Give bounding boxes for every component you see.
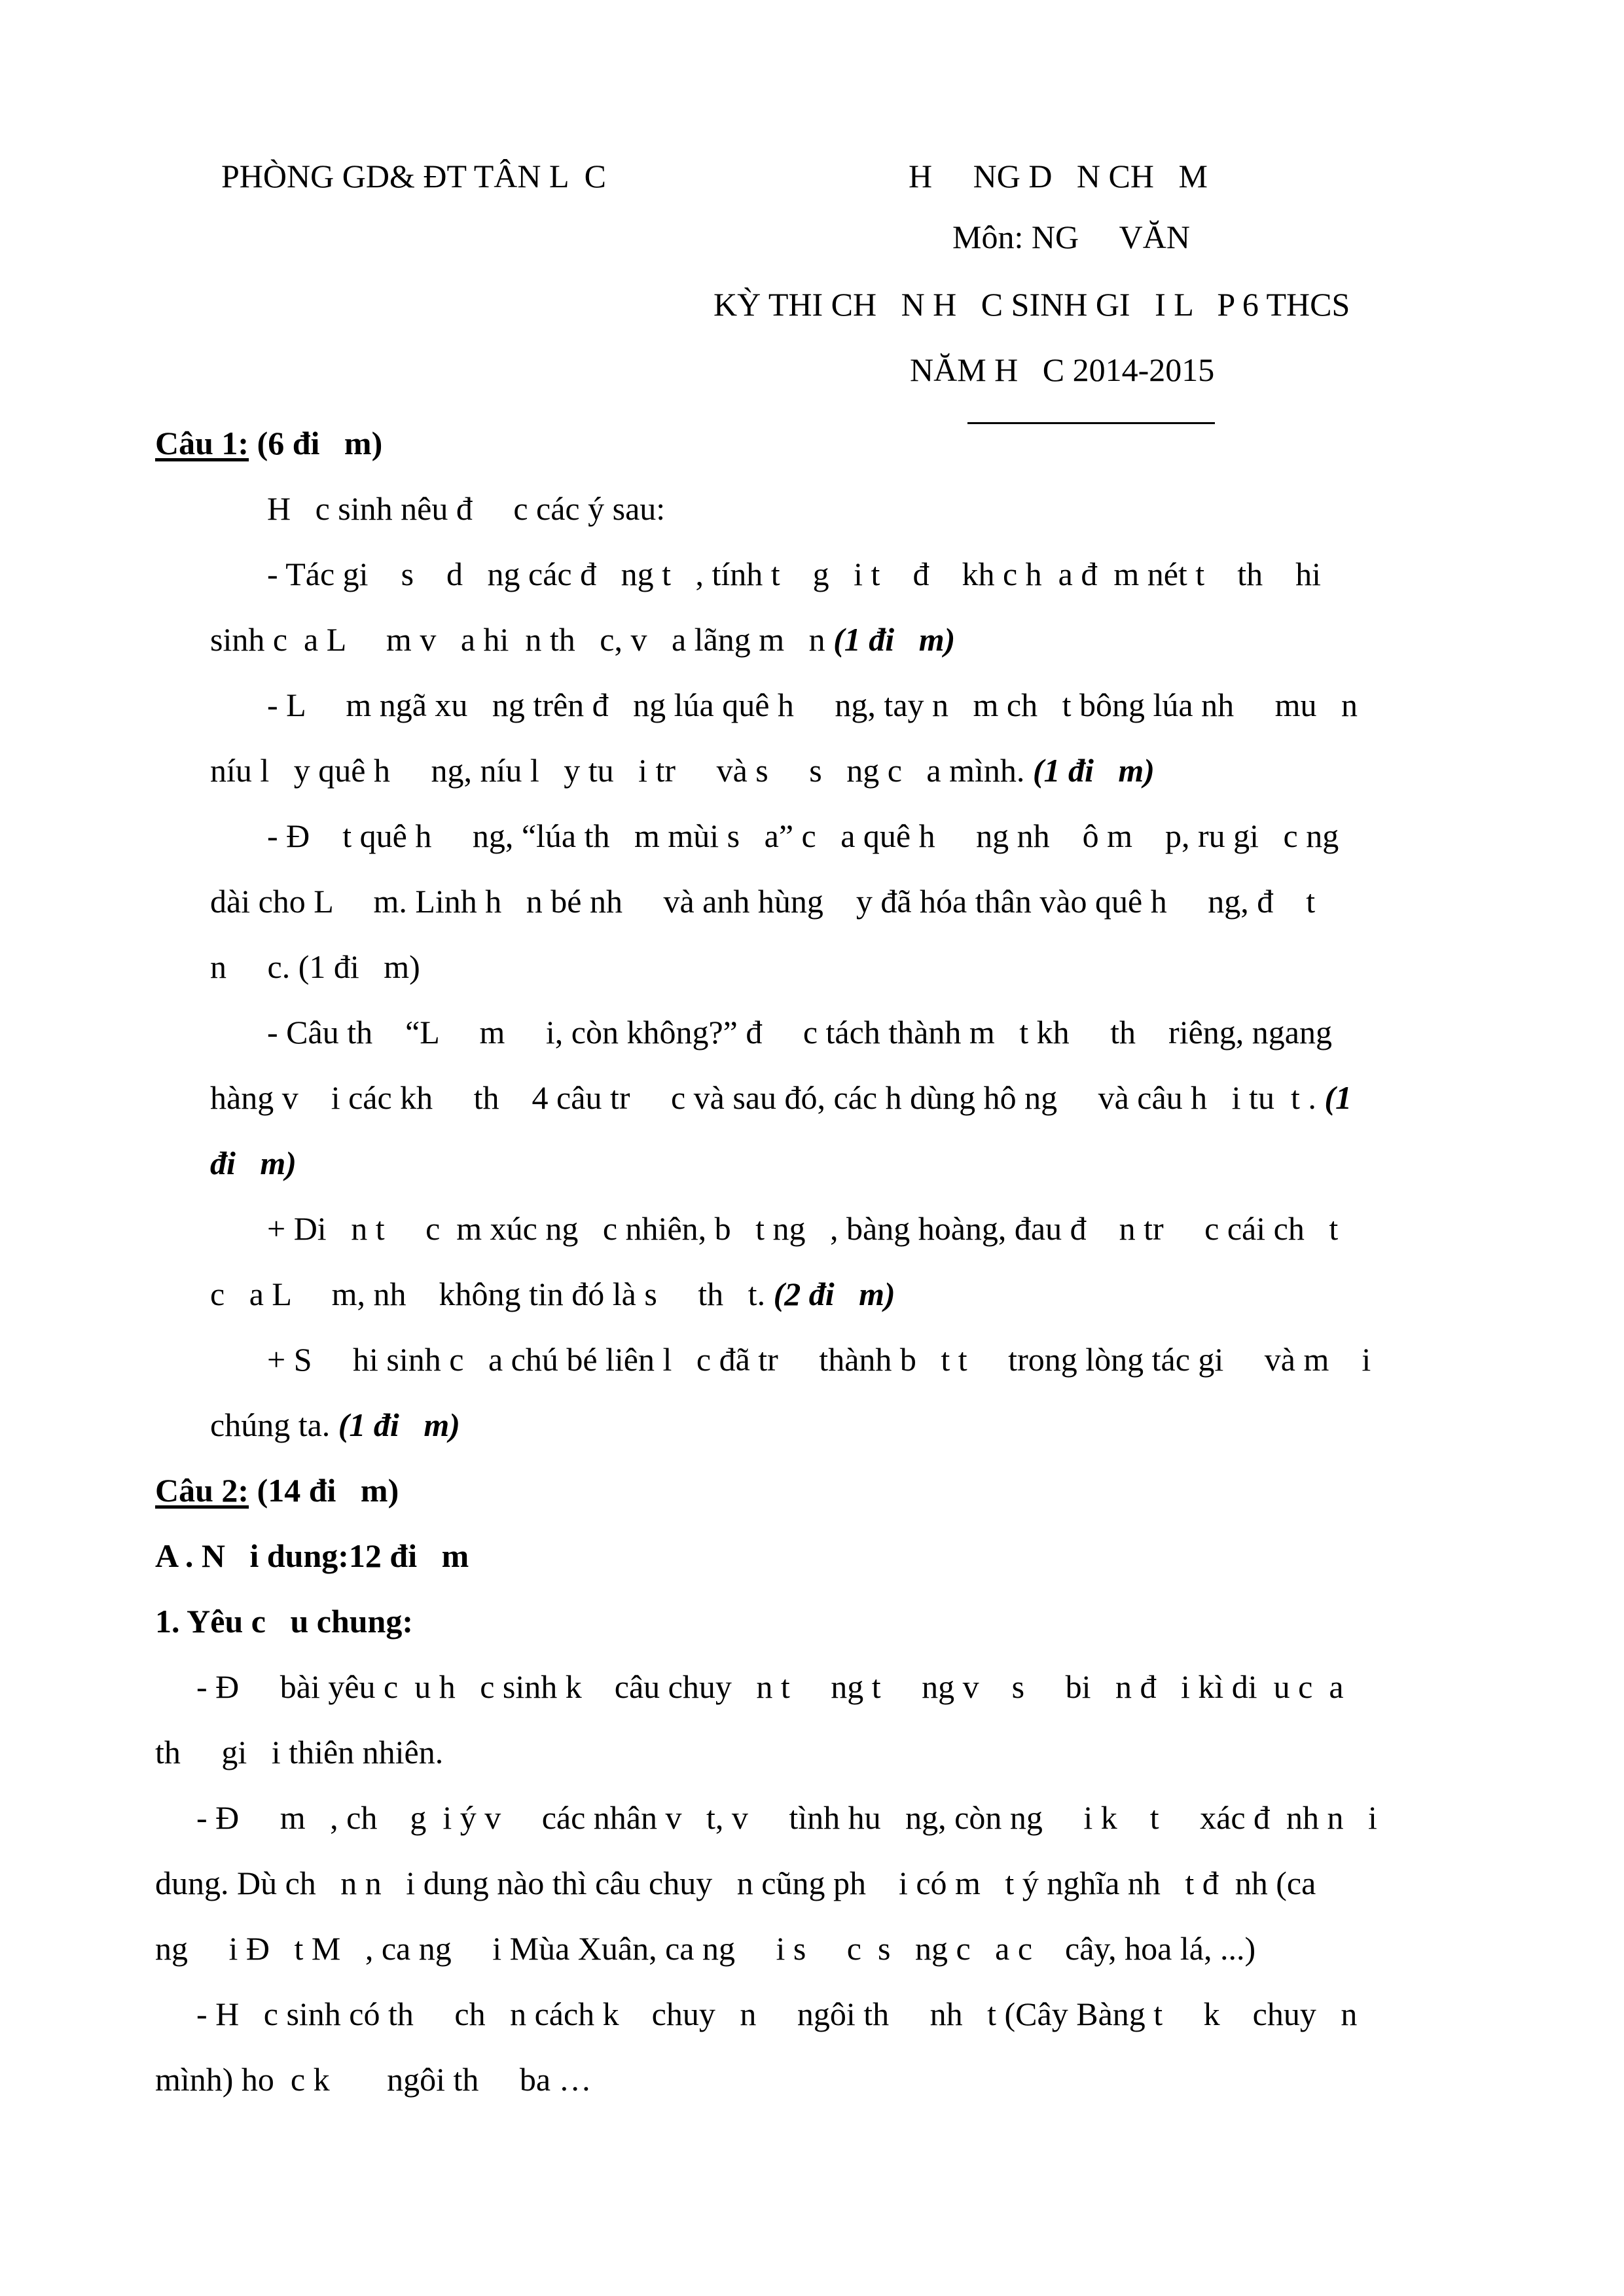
- document-title: H NG D N CH M: [909, 158, 1208, 194]
- q2-req-2-line-2: dung. Dù ch n n i dung nào thì câu chuy n cũng ph i có m t ý nghĩa nh t đ nh (ca: [155, 1865, 1316, 1901]
- q2-req-3-line-1: - H c sinh có th ch n cách k chuy n ngôi th nh t (Cây Bàng t k chuy n: [196, 1996, 1358, 2032]
- question-2-heading: [155, 1474, 399, 1507]
- q1-point-3-line-3: n c. (1 đi m): [210, 948, 420, 985]
- q1-point-5-score: (2 đi m): [773, 1276, 895, 1312]
- q2-req-3-line-2: mình) ho c k ngôi th ba …: [155, 2061, 592, 2098]
- q1-point-1-score: (1 đi m): [833, 621, 956, 658]
- q1-point-4-line-3: đi m): [210, 1145, 297, 1181]
- question-2-score: (14 đi m): [257, 1472, 399, 1509]
- q1-point-3-line-2: dài cho L m. Linh h n bé nh và anh hùng y đã hóa thân vào quê h ng, đ t: [210, 883, 1316, 920]
- q1-point-1-line-2: sinh c a L m v a hi n th c, v a lãng m n (1 đi m): [210, 621, 956, 658]
- q1-point-6-line-2: chúng ta. (1 đi m): [210, 1407, 460, 1443]
- question-1-heading: [155, 427, 382, 459]
- q1-point-2-line-1: - L m ngã xu ng trên đ ng lúa quê h ng, tay n m ch t bông lúa nh mu n: [267, 687, 1358, 723]
- q1-point-5-line-1: + Di n t c m xúc ng c nhiên, b t ng , bàng hoàng, đau đ n tr c cái ch t: [267, 1210, 1339, 1247]
- q1-point-3-line-1: - Đ t quê h ng, “lúa th m mùi s a” c a quê h ng nh ô m p, ru gi c ng: [267, 817, 1339, 854]
- subject-line: Môn: NG VĂN: [952, 219, 1190, 255]
- q1-point-4-score: (1: [1324, 1079, 1352, 1116]
- question-1-score: (6 đi m): [257, 425, 383, 461]
- general-requirements-heading: 1. Yêu c u chung:: [155, 1603, 414, 1640]
- q2-req-2-line-1: - Đ m , ch g i ý v các nhân v t, v tình hu ng, còn ng i k t xác đ nh n i: [196, 1799, 1377, 1836]
- department-name: PHÒNG GD& ĐT TÂN L C: [221, 158, 606, 194]
- section-a-heading: A . N i dung:12 đi m: [155, 1537, 469, 1574]
- q2-req-1-line-2: th gi i thiên nhiên.: [155, 1734, 444, 1770]
- q2-req-2-line-3: ng i Đ t M , ca ng i Mùa Xuân, ca ng i s c s ng c a c cây, hoa lá, ...): [155, 1930, 1256, 1967]
- q1-point-4-line-2: hàng v i các kh th 4 câu tr c và sau đó, các h dùng hô ng và câu h i tu t . (1: [210, 1079, 1352, 1116]
- header-divider: [967, 422, 1215, 424]
- school-year: NĂM H C 2014-2015: [910, 351, 1215, 388]
- question-1-intro: H c sinh nêu đ c các ý sau:: [267, 490, 666, 527]
- q1-point-4-line-1: - Câu th “L m i, còn không?” đ c tách thành m t kh th riêng, ngang: [267, 1014, 1332, 1050]
- q1-point-5-line-2: c a L m, nh không tin đó là s th t. (2 đi m): [210, 1276, 895, 1312]
- q1-point-1-line-1: - Tác gi s d ng các đ ng t , tính t g i t đ kh c h a đ m nét t th hi: [267, 556, 1321, 592]
- q1-point-6-score: (1 đi m): [338, 1407, 460, 1443]
- question-2-label: Câu 2:: [155, 1472, 249, 1509]
- q2-req-1-line-1: - Đ bài yêu c u h c sinh k câu chuy n t ng t ng v s bi n đ i kì di u c a: [196, 1668, 1344, 1705]
- q1-point-6-line-1: + S hi sinh c a chú bé liên l c đã tr thành b t t trong lòng tác gi và m i: [267, 1341, 1371, 1378]
- q1-point-2-line-2: níu l y quê h ng, níu l y tu i tr và s s ng c a mình. (1 đi m): [210, 752, 1155, 789]
- exam-name: KỲ THI CH N H C SINH GI I L P 6 THCS: [713, 286, 1350, 323]
- q1-point-2-score: (1 đi m): [1032, 752, 1155, 789]
- question-1-label: Câu 1:: [155, 425, 249, 461]
